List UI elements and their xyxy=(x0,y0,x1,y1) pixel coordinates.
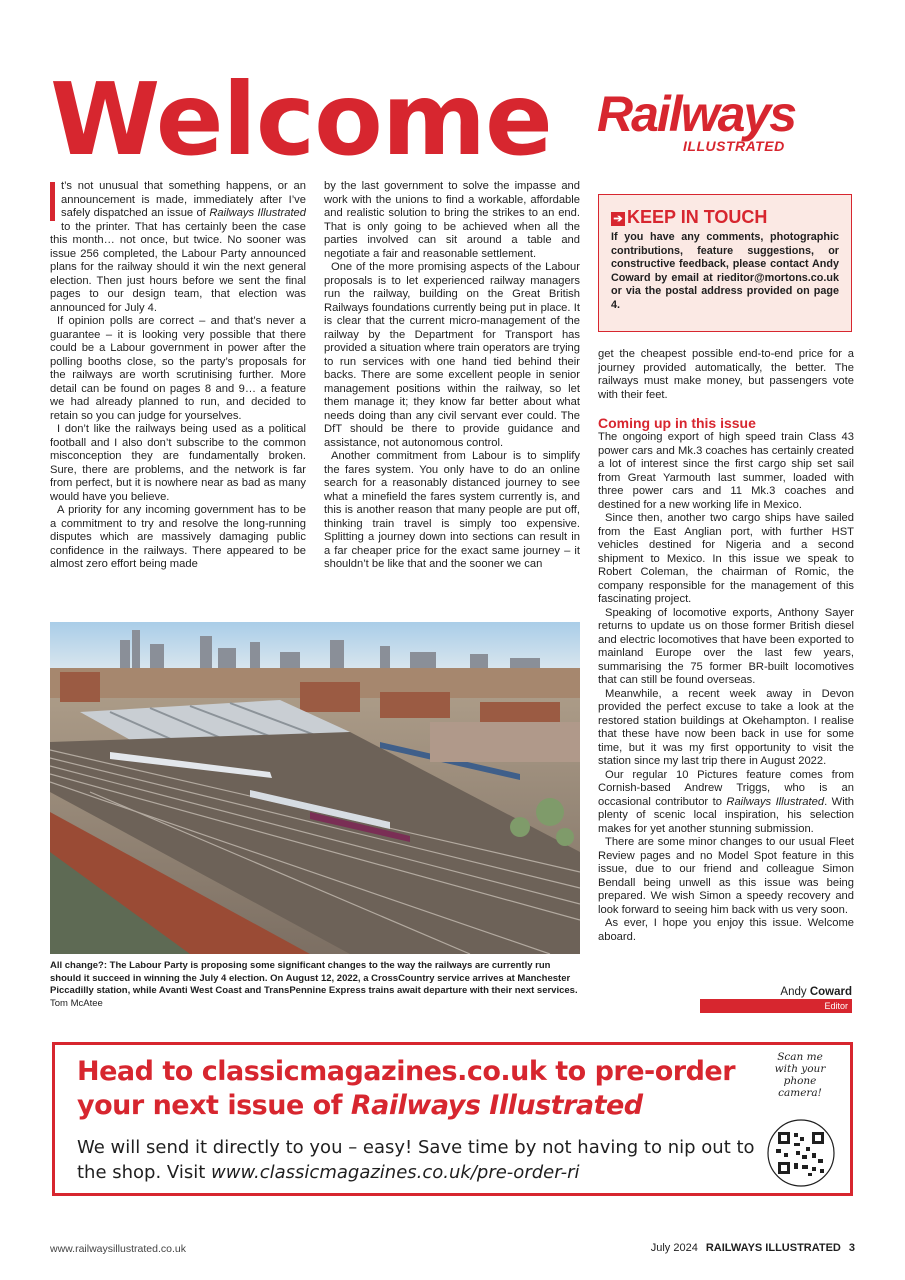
editor-role: Editor xyxy=(700,999,852,1013)
article-paragraph: The ongoing export of high speed train Class 43 power cars and Mk.3 coaches has certainly created a lot of interest since the first cargo ship set sail from Great Yarmouth last summer, loaded with three power cars and 11 Mk.3 coaches and destined for a new working life in Mexico. xyxy=(598,431,854,511)
editor-signature xyxy=(700,985,852,1013)
preorder-headline: Head to classicmagazines.co.uk to pre-order your next issue of Railways Illustrated xyxy=(77,1056,736,1121)
station-photo xyxy=(50,622,580,954)
preorder-banner[interactable] xyxy=(52,1042,853,1196)
photo-credit: Tom McAtee xyxy=(50,997,103,1009)
article-paragraph: by the last government to solve the impasse and work with the unions to find a workable, affordable and realistic solution to bring the strikes to an end. That is only going to be achieved when all the parties involved can sit around a table and negotiate a fair and reasonable settlement. xyxy=(324,180,580,260)
article-paragraph: Meanwhile, a recent week away in Devon provided the perfect excuse to take a look at the restored station buildings at Okehampton. I realise that these have now been back in use for some time, but it was my first opportunity to visit the station since my last trip there in August 2022. xyxy=(598,687,854,767)
footer-issue-info xyxy=(560,1242,855,1254)
footer-magazine: RAILWAYS ILLUSTRATED xyxy=(705,1242,841,1254)
article-paragraph: get the cheapest possible end-to-end price for a journey provided automatically, the better. The railways must make money, but passengers vote with their feet. xyxy=(598,348,854,401)
article-paragraph: Another commitment from Labour is to simplify the fares system. You only have to do an online search for a reasonably distanced journey to see what a minefield the fares system currently is, and this is another reason that many people are put off, thinking train travel is simply too expensive. Splitting a journey down into sections can result in a far cheaper price for the exact same journey – it shouldn’t be like that and the sooner we can xyxy=(324,450,580,570)
editor-name: Andy Coward xyxy=(780,986,852,998)
article-paragraph: I don’t like the railways being used as a political football and I also don’t subscribe to the common misconception they are fundamentally broken. Sure, there are problems, and the network is far from perfect, but it is nowhere near as bad as many would have you believe. xyxy=(50,423,306,503)
article-paragraph: One of the more promising aspects of the Labour proposals is to let experienced railway managers run the railway, building on the Great British Railways foundations currently being put in place. It is clear that the current micro-management of the railway by the Department for Transport has provided a situation where train operators are trying to run services with one hand tied behind their backs. There are some excellent people in senior management positions within the railway, so let them manage it; they know far better about what needs doing than any civil servant ever could. The DfT should be there to provide guidance and assistance, not autonomous control. xyxy=(324,261,580,449)
logo-main-text: Railways xyxy=(597,86,796,142)
keep-in-touch-box xyxy=(598,194,852,332)
page-number: 3 xyxy=(848,1242,855,1254)
article-paragraph: If opinion polls are correct – and that’s never a guarantee – it is looking very possible that there could be a Labour government in power after the polling booths close, so the party’s proposals for the railways are worth scrutinising further. More detail can be found on pages 8 and 9… a feature we had already planned to run, and decided to retain so you can judge for yourselves. xyxy=(50,315,306,422)
article-column-1 xyxy=(50,180,306,612)
preorder-link[interactable]: www.classicmagazines.co.uk/pre-order-ri xyxy=(211,1162,580,1183)
dropcap-bar xyxy=(50,182,55,221)
footer-website: www.railwaysillustrated.co.uk xyxy=(50,1243,186,1255)
photo-caption: All change?: The Labour Party is proposing some significant changes to the way the railways are currently run should it succeed in winning the July 4 election. On August 12, 2022, a CrossCountry service arrives at Manchester Piccadilly station, while Avanti West Coast and TransPennine Express trains await departure with their next services. Tom McAtee xyxy=(50,960,578,1009)
logo-sub-text: ILLUSTRATED xyxy=(683,138,785,154)
article-paragraph: A priority for any incoming government has to be a commitment to try and resolve the long-running disputes which are massively damaging public confidence in the railways. There appeared to be almost zero effort being made xyxy=(50,504,306,570)
keep-in-touch-title: ➔ KEEP IN TOUCH xyxy=(611,207,839,227)
arrow-right-icon: ➔ xyxy=(611,212,625,226)
keep-in-touch-text: If you have any comments, photographic contributions, feature suggestions, or constructive feedback, please contact Andy Coward by email at rieditor@mortons.co.uk or via the postal address provided on page 4. xyxy=(611,231,839,311)
article-paragraph: t’s not unusual that something happens, or an announcement is made, immediately after I’ve safely dispatched an issue of Railways Illustrated to the printer. That has certainly been the case this month… not once, but twice. No sooner was issue 256 completed, the Labour Party announced plans for the railway should it win the next general election. Then just hours before we sent the final pages to our design team, that election was announced for July 4. xyxy=(50,180,306,314)
article-paragraph: Since then, another two cargo ships have sailed from the East Anglian port, with further HST vehicles destined for Nigeria and a second shipment to Mexico. In this issue we speak to Robert Coleman, the chairman of Romic, the company responsible for the management of this fascinating project. xyxy=(598,512,854,605)
article-paragraph: As ever, I hope you enjoy this issue. Welcome aboard. xyxy=(598,917,854,943)
preorder-body: We will send it directly to you – easy! Save time by not having to nip out to the shop. Visit www.classicmagazines.co.uk/pre-order-ri xyxy=(77,1137,755,1183)
coming-up-heading: Coming up in this issue xyxy=(598,415,756,431)
footer-date: July 2024 xyxy=(650,1242,698,1254)
article-paragraph: Speaking of locomotive exports, Anthony Sayer returns to update us on those former British diesel and electric locomotives that have been exported to mainland Europe over the last few years, summarising the 75 former BR-built locomotives that can still be found overseas. xyxy=(598,606,854,686)
qr-code-icon[interactable] xyxy=(762,1119,840,1187)
article-paragraph: Our regular 10 Pictures feature comes from Cornish-based Andrew Triggs, who is an occasional contributor to Railways Illustrated. With plenty of scenic local inspiration, his selection makes for yet another stunning submission. xyxy=(598,768,854,835)
page-title: Welcome xyxy=(50,61,552,178)
scan-note: Scan me with your phone camera! xyxy=(774,1051,826,1099)
editor-email[interactable]: rieditor@mortons.co.uk xyxy=(716,271,839,284)
article-paragraph: There are some minor changes to our usual Fleet Review pages and no Model Spot feature in this issue, due to our friend and colleague Simon Bendall being unwell as this issue was being prepared. We wish Simon a speedy recovery and look forward to seeing him back with us very soon. xyxy=(598,836,854,916)
article-column-2 xyxy=(324,180,580,612)
railways-illustrated-logo xyxy=(597,88,855,158)
article-column-3 xyxy=(598,348,854,978)
